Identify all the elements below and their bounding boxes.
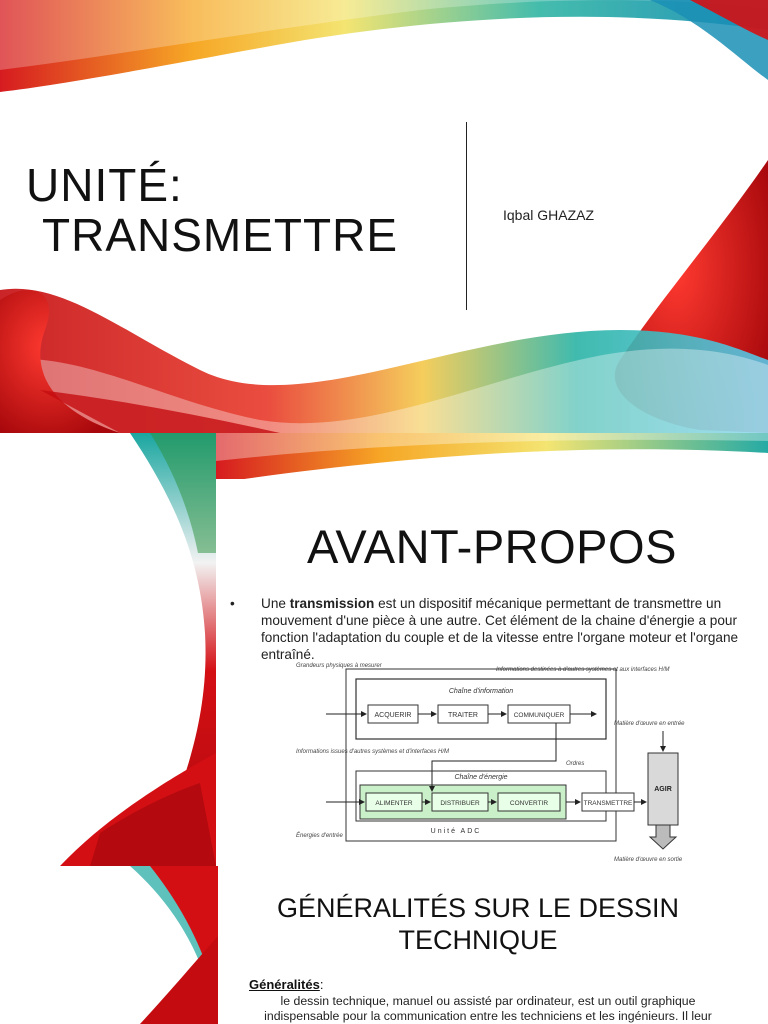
grandeurs-label: Grandeurs physiques à mesurer	[296, 663, 382, 669]
ordres-label: Ordres	[566, 761, 585, 767]
generalites-paragraph: le dessin technique, manuel ou assisté par ordinateur, est un outil graphique indispensable pour la communication entre les techniciens et les ingénieurs. Il leur	[264, 994, 712, 1023]
generalites-slide	[0, 866, 768, 1024]
bullet-text	[261, 595, 760, 663]
bullet-keyword: transmission	[289, 596, 375, 611]
bullet-paragraph	[230, 595, 760, 663]
convertir-block: CONVERTIR	[509, 800, 549, 807]
unite-adc-label: Unité ADC	[430, 828, 482, 835]
bullet-rest: est un dispositif mécanique permettant de transmettre un mouvement d'une pièce à une autre. Cet élément de la chaine d'énergie a pour fonction l'adaptation du couple et de la vitesse entre l'organe moteur et l'organe entraîné.	[261, 596, 739, 662]
informations-in-label: Informations issues d'autres systèmes et d'interfaces H/M	[296, 749, 450, 755]
slide-heading: GÉNÉRALITÉS SUR LE DESSIN TECHNIQUE	[276, 893, 680, 955]
slide-title	[26, 160, 398, 260]
slide-heading: AVANT-PROPOS	[307, 520, 677, 573]
matiere-entree-label: Matière d'œuvre en entrée	[614, 721, 685, 727]
title-slide	[0, 0, 768, 433]
chain-diagram	[296, 661, 716, 866]
chain-energy-label: Chaîne d'énergie	[454, 774, 508, 781]
bullet-dot: •	[230, 596, 235, 611]
communiquer-block: COMMUNIQUER	[513, 712, 565, 719]
content-panel	[218, 866, 768, 1024]
traiter-block: TRAITER	[448, 712, 478, 719]
avant-propos-slide	[0, 433, 768, 866]
acquerir-block: ACQUERIR	[374, 712, 412, 719]
content-panel	[216, 479, 768, 866]
agir-block: AGIR	[654, 786, 672, 793]
title-line-2: TRANSMETTRE	[42, 209, 398, 261]
title-divider	[466, 122, 467, 310]
informations-out-label: Informations destinées à d'autres systèmes et aux interfaces H/M	[496, 667, 670, 673]
bullet-prefix: Une	[261, 596, 290, 611]
alimenter-block: ALIMENTER	[375, 800, 413, 807]
generalites-colon: :	[319, 977, 324, 992]
generalites-title: Généralités	[249, 977, 320, 992]
author-name: Iqbal GHAZAZ	[503, 207, 595, 223]
generalites-label	[249, 977, 323, 992]
energies-label: Énergies d'entrée	[296, 833, 343, 839]
title-line-1: UNITÉ:	[26, 159, 183, 211]
chain-info-label: Chaîne d'information	[448, 688, 514, 695]
matiere-sortie-label: Matière d'œuvre en sortie	[614, 857, 683, 863]
distribuer-block: DISTRIBUER	[440, 800, 480, 807]
transmettre-block: TRANSMETTRE	[583, 800, 633, 807]
